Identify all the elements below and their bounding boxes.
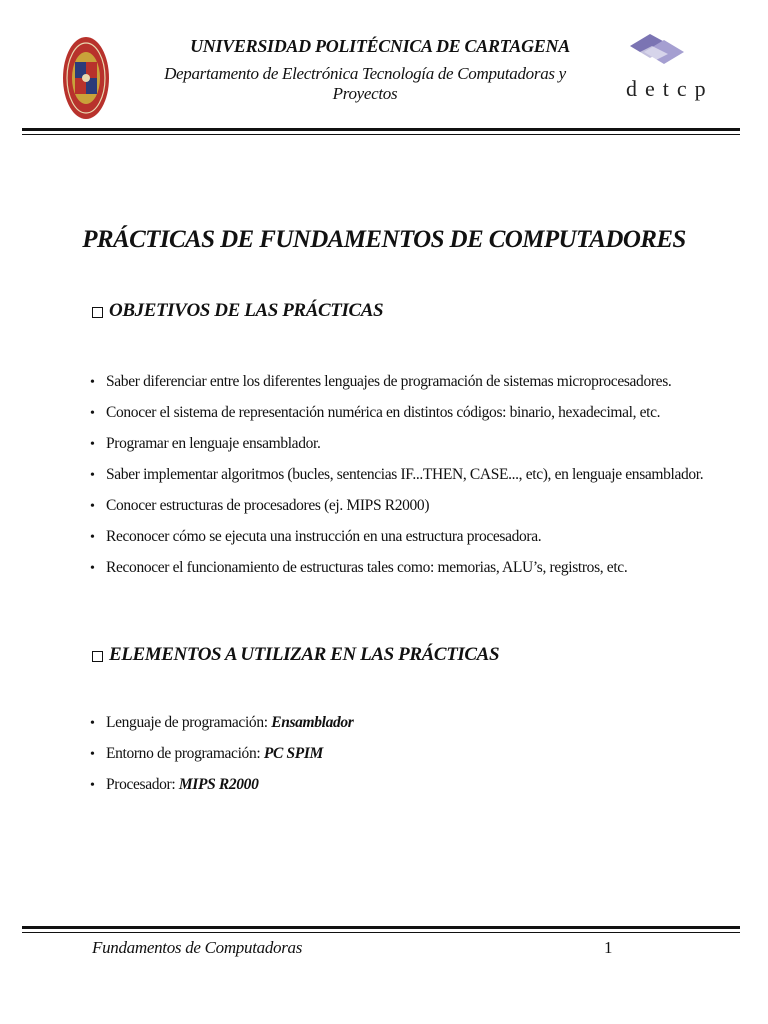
footer-rule-thin (22, 932, 740, 933)
objectives-heading-text: OBJETIVOS DE LAS PRÁCTICAS (109, 300, 384, 321)
footer-course: Fundamentos de Computadoras (92, 938, 303, 957)
list-item: • Reconocer el funcionamiento de estructuras tales como: memorias, ALU’s, registros, etc. (90, 552, 703, 583)
page-header (0, 0, 768, 140)
header-rule-thin (22, 134, 740, 135)
bullet-icon: • (90, 499, 95, 514)
objectives-heading (92, 300, 383, 322)
list-item: • Saber diferenciar entre los diferentes lenguajes de programación de sistemas microprocesadores. (90, 366, 703, 397)
university-name: UNIVERSIDAD POLITÉCNICA DE CARTAGENA (190, 36, 570, 56)
page-number: 1 (604, 938, 613, 957)
bullet-icon: • (90, 406, 95, 421)
bullet-icon: • (90, 747, 95, 762)
bullet-icon: • (90, 561, 95, 576)
elements-heading (92, 644, 499, 666)
objectives-list (90, 366, 703, 583)
logo-text: detcp (626, 76, 714, 101)
list-item: • Reconocer cómo se ejecuta una instrucción en una estructura procesadora. (90, 521, 703, 552)
list-item: • Saber implementar algoritmos (bucles, sentencias IF...THEN, CASE..., etc), en lenguaje ensamblador. (90, 459, 703, 490)
department-name: Departamento de Electrónica Tecnología de Computadoras y Proyectos (164, 64, 566, 103)
elements-heading-text: ELEMENTOS A UTILIZAR EN LAS PRÁCTICAS (109, 644, 500, 665)
university-seal-icon (62, 36, 110, 120)
bullet-icon: • (90, 468, 95, 483)
list-item: • Entorno de programación: PC SPIM (90, 738, 354, 769)
bullet-icon: • (90, 375, 95, 390)
bullet-icon: • (90, 437, 95, 452)
checkbox-bullet-icon (92, 307, 103, 318)
list-item: • Procesador: MIPS R2000 (90, 769, 354, 800)
bullet-icon: • (90, 716, 95, 731)
checkbox-bullet-icon (92, 651, 103, 662)
page-title: PRÁCTICAS DE FUNDAMENTOS DE COMPUTADORES (82, 226, 686, 253)
bullet-icon: • (90, 778, 95, 793)
footer-rule-thick (22, 926, 740, 929)
list-item: • Conocer estructuras de procesadores (ej. MIPS R2000) (90, 490, 703, 521)
elements-list (90, 707, 354, 800)
list-item: • Conocer el sistema de representación numérica en distintos códigos: binario, hexadecimal, etc. (90, 397, 703, 428)
bullet-icon: • (90, 530, 95, 545)
header-rule-thick (22, 128, 740, 131)
list-item: • Programar en lenguaje ensamblador. (90, 428, 703, 459)
list-item: • Lenguaje de programación: Ensamblador (90, 707, 354, 738)
